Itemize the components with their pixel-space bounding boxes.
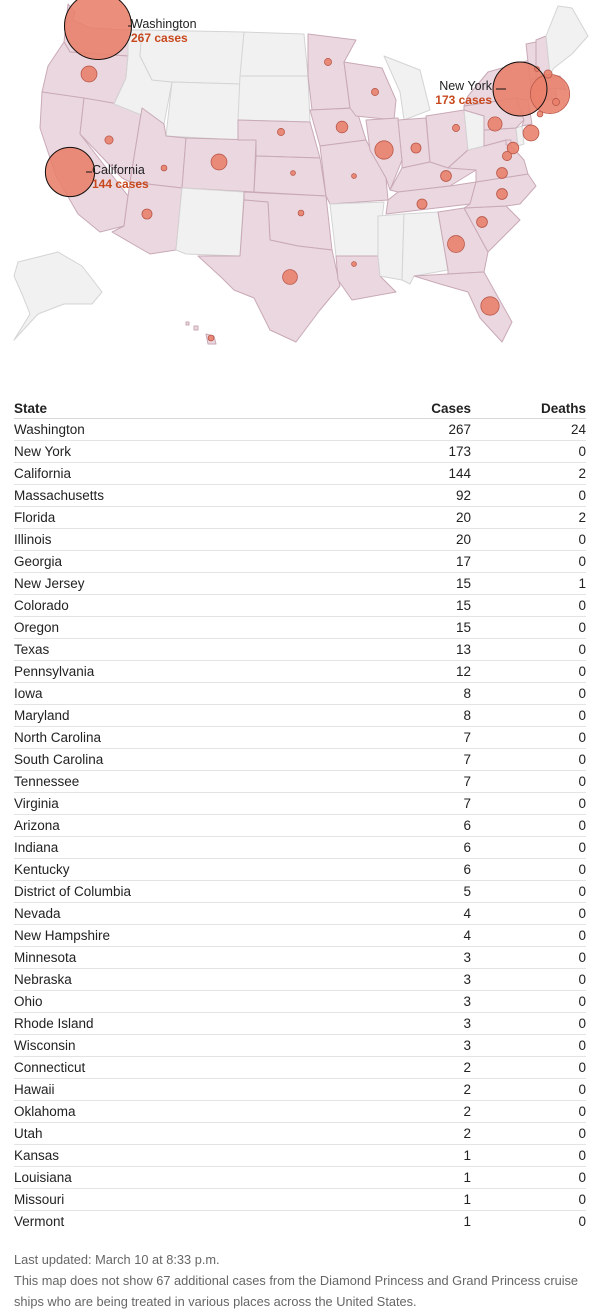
- deaths-cell: 0: [471, 925, 586, 947]
- case-bubble-nevada: [105, 136, 113, 144]
- deaths-cell: 0: [471, 1167, 586, 1189]
- deaths-cell: 0: [471, 485, 586, 507]
- table-row: [14, 573, 586, 595]
- case-bubble-missouri: [352, 174, 357, 179]
- table-header-row: [14, 398, 586, 419]
- case-bubble-texas: [283, 270, 298, 285]
- state-cell: Ohio: [14, 991, 374, 1013]
- state-new-mexico: [176, 188, 244, 256]
- cases-cell: 7: [374, 771, 471, 793]
- state-cell: North Carolina: [14, 727, 374, 749]
- deaths-cell: 0: [471, 529, 586, 551]
- deaths-cell: 0: [471, 661, 586, 683]
- header-cases: Cases: [374, 398, 471, 419]
- cases-cell: 4: [374, 925, 471, 947]
- cases-cell: 20: [374, 507, 471, 529]
- state-cell: Hawaii: [14, 1079, 374, 1101]
- case-bubble-ohio: [452, 124, 459, 131]
- state-cell: New Jersey: [14, 573, 374, 595]
- cases-cell: 2: [374, 1123, 471, 1145]
- table-row: [14, 661, 586, 683]
- cases-cell: 173: [374, 441, 471, 463]
- state-cell: Maryland: [14, 705, 374, 727]
- deaths-cell: 0: [471, 749, 586, 771]
- cases-cell: 15: [374, 617, 471, 639]
- case-bubble-rhode-island: [552, 98, 559, 105]
- table-row: [14, 639, 586, 661]
- state-cell: New York: [14, 441, 374, 463]
- cases-cell: 3: [374, 1035, 471, 1057]
- cases-cell: 2: [374, 1101, 471, 1123]
- last-updated-text: Last updated: March 10 at 8:33 p.m.: [14, 1252, 220, 1267]
- table-row: [14, 617, 586, 639]
- cases-cell: 3: [374, 947, 471, 969]
- state-cell: District of Columbia: [14, 881, 374, 903]
- state-cell: Missouri: [14, 1189, 374, 1211]
- case-bubble-colorado: [211, 154, 227, 170]
- table-row: [14, 793, 586, 815]
- state-cell: Florida: [14, 507, 374, 529]
- table-row: [14, 991, 586, 1013]
- state-cell: Connecticut: [14, 1057, 374, 1079]
- deaths-cell: 0: [471, 793, 586, 815]
- table-row: [14, 1123, 586, 1145]
- case-bubble-hawaii: [208, 335, 214, 341]
- case-bubble-south-carolina: [477, 217, 488, 228]
- case-bubble-florida: [481, 297, 499, 315]
- cases-cell: 1: [463, 1214, 471, 1229]
- cases-cell: 2: [374, 1079, 471, 1101]
- cases-cell: 6: [374, 815, 471, 837]
- cases-cell: 13: [374, 639, 471, 661]
- case-bubble-georgia: [448, 236, 465, 253]
- deaths-cell: 0: [471, 1013, 586, 1035]
- table-row: [14, 1035, 586, 1057]
- cases-cell: 6: [374, 837, 471, 859]
- deaths-cell: 0: [471, 881, 586, 903]
- cases-cell: 3: [374, 1013, 471, 1035]
- table-row: [14, 463, 586, 485]
- state-cell: Pennsylvania: [14, 661, 374, 683]
- case-bubble-district-of-columbia: [502, 151, 511, 160]
- table-row: [14, 1013, 586, 1035]
- state-cell: Arizona: [14, 815, 374, 837]
- table-row: [14, 1079, 586, 1101]
- table-row: [14, 925, 586, 947]
- case-bubble-connecticut: [537, 111, 543, 117]
- state-cell: Indiana: [14, 837, 374, 859]
- state-cell: Rhode Island: [14, 1013, 374, 1035]
- deaths-cell: 1: [471, 573, 586, 595]
- table-row: [14, 705, 586, 727]
- header-deaths: Deaths: [471, 398, 586, 419]
- state-cell: Washington: [14, 419, 374, 441]
- state-cell: Colorado: [14, 595, 374, 617]
- case-bubble-massachusetts: [530, 74, 569, 113]
- state-kansas: [254, 156, 326, 196]
- cases-cell: 144: [374, 463, 471, 485]
- state-delaware: [516, 126, 524, 146]
- deaths-cell: 0: [471, 991, 586, 1013]
- callout-state-washington: Washington: [131, 17, 197, 31]
- callout-state-new-york: New York: [439, 79, 492, 93]
- footer-notes: [14, 1249, 586, 1312]
- state-cell: Utah: [14, 1123, 374, 1145]
- deaths-cell: 0: [471, 441, 586, 463]
- state-south-dakota: [238, 76, 310, 122]
- deaths-cell: 24: [471, 419, 586, 441]
- cases-cell: 8: [374, 683, 471, 705]
- table-row: [14, 683, 586, 705]
- table-row: [14, 1057, 586, 1079]
- deaths-cell: 0: [471, 903, 586, 925]
- header-state: State: [14, 398, 374, 419]
- cases-cell: 12: [374, 661, 471, 683]
- deaths-cell: 0: [471, 837, 586, 859]
- cases-cell: 3: [374, 969, 471, 991]
- cases-cell: 3: [374, 991, 471, 1013]
- state-cell: Virginia: [14, 793, 374, 815]
- table-row: [14, 837, 586, 859]
- table-row: [14, 419, 586, 441]
- cases-cell: 4: [374, 903, 471, 925]
- table-row: [14, 903, 586, 925]
- deaths-cell: 0: [471, 683, 586, 705]
- cases-cell: 1: [374, 1167, 471, 1189]
- state-cell: Iowa: [14, 683, 374, 705]
- cases-cell: 6: [374, 859, 471, 881]
- state-cell: Massachusetts: [14, 485, 374, 507]
- table-row: [14, 727, 586, 749]
- cases-cell: 1: [374, 1145, 471, 1167]
- map-canvas: [0, 0, 600, 370]
- state-arkansas: [330, 202, 384, 256]
- state-cell: Minnesota: [14, 947, 374, 969]
- deaths-cell: 0: [471, 815, 586, 837]
- cases-cell: 7: [374, 727, 471, 749]
- table-row: [14, 529, 586, 551]
- table-row: [14, 595, 586, 617]
- deaths-cell: 0: [471, 551, 586, 573]
- table-row: [14, 1189, 586, 1211]
- cases-cell: 7: [374, 793, 471, 815]
- case-bubble-pennsylvania: [488, 117, 502, 131]
- table-row: [14, 441, 586, 463]
- case-bubble-oregon: [81, 66, 97, 82]
- deaths-cell: 0: [471, 1057, 586, 1079]
- case-bubble-kentucky: [417, 199, 427, 209]
- cases-cell: 20: [374, 529, 471, 551]
- table-row: [14, 1211, 586, 1233]
- callout-count-new-york: 173 cases: [435, 93, 492, 107]
- deaths-cell: 0: [471, 1189, 586, 1211]
- deaths-cell: 0: [471, 595, 586, 617]
- state-cell: Vermont: [14, 1214, 65, 1229]
- state-cell: Texas: [14, 639, 374, 661]
- deaths-cell: 0: [471, 1123, 586, 1145]
- us-case-map: [0, 0, 600, 370]
- table-row: [14, 1167, 586, 1189]
- table-row: [14, 1145, 586, 1167]
- table-row: [14, 969, 586, 991]
- case-bubble-arizona: [142, 209, 152, 219]
- table-row: [14, 859, 586, 881]
- state-cell: Wisconsin: [14, 1035, 374, 1057]
- state-cell: California: [14, 463, 374, 485]
- case-bubble-wisconsin: [371, 88, 378, 95]
- case-bubble-oklahoma: [298, 210, 304, 216]
- table-row: [14, 771, 586, 793]
- table-row: [14, 947, 586, 969]
- deaths-cell: 0: [471, 859, 586, 881]
- deaths-cell: 0: [471, 727, 586, 749]
- state-cell: Georgia: [14, 551, 374, 573]
- state-cell: Oregon: [14, 617, 374, 639]
- cases-cell: 267: [374, 419, 471, 441]
- state-cell: Nevada: [14, 903, 374, 925]
- cases-cell: 5: [374, 881, 471, 903]
- table-row: [14, 551, 586, 573]
- deaths-cell: 0: [471, 969, 586, 991]
- state-west-virginia: [464, 110, 484, 150]
- table-row: [14, 485, 586, 507]
- cases-cell: 7: [374, 749, 471, 771]
- deaths-cell: 0: [471, 947, 586, 969]
- state-cell: Kentucky: [14, 859, 374, 881]
- deaths-cell: 0: [471, 1145, 586, 1167]
- cases-table: [14, 398, 586, 1232]
- case-bubble-minnesota: [324, 58, 331, 65]
- deaths-cell: 0: [471, 639, 586, 661]
- callout-count-california: 144 cases: [92, 177, 149, 191]
- table-row: [14, 815, 586, 837]
- case-bubble-iowa: [336, 121, 348, 133]
- cases-cell: 15: [374, 595, 471, 617]
- state-mississippi: [378, 214, 404, 280]
- deaths-cell: 2: [471, 463, 586, 485]
- case-bubble-new-hampshire: [544, 70, 552, 78]
- state-cell: Tennessee: [14, 771, 374, 793]
- table-row: [14, 1101, 586, 1123]
- callout-state-california: California: [92, 163, 145, 177]
- deaths-cell: 2: [471, 507, 586, 529]
- state-wyoming: [166, 82, 240, 140]
- case-bubble-tennessee: [441, 171, 452, 182]
- deaths-cell: 0: [471, 771, 586, 793]
- case-bubble-north-carolina: [497, 189, 508, 200]
- case-bubble-louisiana: [352, 262, 357, 267]
- state-alaska: [14, 252, 102, 340]
- cases-cell: 2: [374, 1057, 471, 1079]
- table-body: [14, 419, 586, 1233]
- deaths-cell: 0: [471, 1101, 586, 1123]
- cases-cell: 8: [374, 705, 471, 727]
- case-bubble-illinois: [375, 141, 393, 159]
- cases-cell: 15: [374, 573, 471, 595]
- state-cell: Nebraska: [14, 969, 374, 991]
- deaths-cell: 0: [471, 1079, 586, 1101]
- table-row: [14, 881, 586, 903]
- table-row: [14, 749, 586, 771]
- cruise-ship-note: This map does not show 67 additional cases from the Diamond Princess and Grand Princess cruise ships who are being treated in various places across the United States.: [14, 1273, 579, 1309]
- case-bubble-nebraska: [277, 128, 284, 135]
- cases-cell: 17: [374, 551, 471, 573]
- deaths-cell: 0: [471, 617, 586, 639]
- state-maine: [546, 6, 588, 74]
- state-north-dakota: [240, 32, 308, 76]
- cases-cell: 1: [374, 1189, 471, 1211]
- state-cell: New Hampshire: [14, 925, 374, 947]
- deaths-cell: 0: [471, 705, 586, 727]
- deaths-cell: 0: [471, 1035, 586, 1057]
- case-bubble-indiana: [411, 143, 421, 153]
- state-cell: Oklahoma: [14, 1101, 374, 1123]
- case-bubble-new-jersey: [523, 125, 539, 141]
- state-cell: Illinois: [14, 529, 374, 551]
- case-bubble-utah: [161, 165, 167, 171]
- table-row: [14, 507, 586, 529]
- state-cell: Kansas: [14, 1145, 374, 1167]
- state-cell: South Carolina: [14, 749, 374, 771]
- callout-count-washington: 267 cases: [131, 31, 188, 45]
- state-cell: Louisiana: [14, 1167, 374, 1189]
- cases-cell: 92: [374, 485, 471, 507]
- case-bubble-kansas: [291, 171, 296, 176]
- deaths-cell: 0: [578, 1214, 586, 1229]
- case-bubble-virginia: [497, 168, 508, 179]
- cases-table-container: [14, 398, 586, 1232]
